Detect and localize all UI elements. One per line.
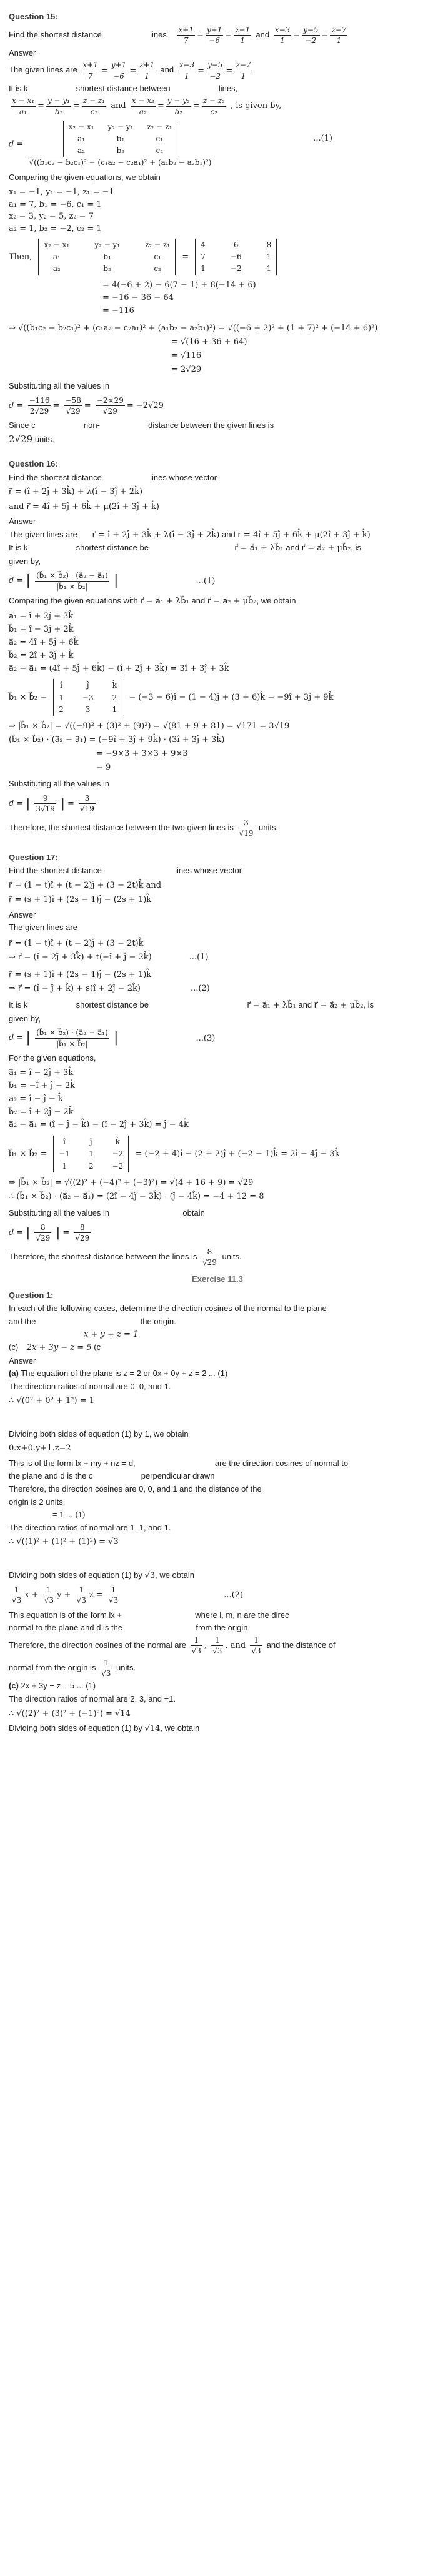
q16-comparing: Comparing the given equations with r⃗ = a⃗₁ + λb⃗₁ and r⃗ = a⃗₂ + μb⃗₂, we obtain [9,595,296,606]
ex-a-origin: origin is 2 units. [9,1497,66,1507]
q17-cross-product: b⃗₁ × b⃗₂ = î ĵ k̂ −1 1 −2 1 2 −2 = (−2 + 4)î − (2 + 2)ĵ + (−2 − 1)k̂ = 2î − 4ĵ − 3k̂ [9,1136,426,1172]
q15-comparing: Comparing the given equations, we obtain [9,172,161,182]
q17-line-1-forms: r⃗ = (1 − t)î + (t − 2)ĵ + (3 − 2t)k̂ ⇒ r⃗ = (î − 2ĵ + 3k̂) + t(−î + ĵ − 2k̂) ...(1) [9,938,209,962]
ex-b-dividing: Dividing both sides of equation (1) by √3, we obtain [9,1570,194,1580]
q16-substituting: Substituting all the values in [9,779,110,789]
q16-prompt: Find the shortest distance lines whose vector [9,472,218,482]
ex-a-plane: the plane and d is the c perpendicular drawn [9,1471,215,1481]
ex-c-ratios: The direction ratios of normal are 2, 3, and −1. [9,1694,176,1704]
q17-it-is-known: It is k shortest distance be r⃗ = a⃗₁ + λb⃗₁ and r⃗ = a⃗₂ + μb⃗₂, is [9,1000,374,1011]
q16-values: a⃗₁ = î + 2ĵ + 3k̂ b⃗₁ = î − 3ĵ + 2k̂ a⃗₂ = 4î + 5ĵ + 6k̂ b⃗₂ = 2î + 3ĵ + k̂ a⃗₂ − a⃗₁ = (4î + 5ĵ + 6k̂) − (î + 2ĵ + 3k̂) = 3î + 3ĵ + 3k̂ [9,612,229,673]
ex-q1-c: (c) 2x + 3y − z = 5 (c [9,1342,101,1353]
q16-it-is-known: It is k shortest distance be r⃗ = a⃗₁ + λb⃗₁ and r⃗ = a⃗₂ + μb⃗₂, is [9,543,362,553]
q15-answer-label: Answer [9,47,36,57]
q17-line-2-forms: r⃗ = (s + 1)î + (2s − 1)ĵ − (2s + 1)k̂ ⇒ r⃗ = (î − ĵ + k̂) + s(î + 2ĵ − 2k̂) ...(2) [9,970,210,994]
ex-b-form: This equation is of the form lx + where l, m, n are the direc [9,1610,289,1620]
ex-q1-text-a: In each of the following cases, determine the direction cosines of the normal to the plane [9,1304,327,1314]
q17-magnitude: ⇒ |b⃗₁ × b⃗₂| = √((2)² + (−4)² + (−3)²) = √(4 + 16 + 9) = √29 ∴ (b⃗₁ × b⃗₂) · (a⃗₂ − a⃗₁) = (2î − 4ĵ − 3k̂) · (ĵ − 4k̂) = −4 + 12 = 8 [9,1177,264,1201]
ex-a-magnitude: ∴ √(0² + 0² + 1²) = 1 [9,1396,95,1406]
q16-given-lines: The given lines are r⃗ = î + 2ĵ + 3k̂ + λ(î − 3ĵ + 2k̂) and r⃗ = 4î + 5ĵ + 6k̂ + μ(2î + 3ĵ + k̂) [9,529,371,540]
q17-distance-formula: d = | $\frac{\text{(b⃗₁ × b⃗₂) · (a⃗₂ − a⃗₁)}}{\text{|b⃗₁ × b⃗₂|}}$ | ...(3) [9,1028,216,1048]
question-17-title: Question 17: [9,852,58,862]
ex-b-equation: $\frac{1}{√3}$ x + $\frac{1}{√3}$ y + $\frac{1}{√3}$ z = $\frac{1}{√3}$ ...(2) [12,1585,244,1605]
ex-answer-label: Answer [9,1355,36,1365]
ex-b-magnitude: ∴ √((1)² + (1)² + (1)²) = √3 [9,1537,119,1547]
ex-q1-text-b: and the the origin. [9,1316,176,1326]
ex-b-therefore: Therefore, the direction cosines of the normal are $\frac{1}{√3}$ , $\frac{1}{√3}$ , and $\frac{1}{√3}$ and the distance of [9,1635,336,1655]
q17-conclusion: Therefore, the shortest distance between the lines is $\frac{8}{√29}$ units. [9,1247,242,1267]
ex-b-eq: = 1 ... (1) [52,1510,86,1520]
q15-conclusion: Since c non- distance between the given lines is [9,420,274,430]
q15-general-lines: $\frac{\text{x − x₁}}{\text{a₁}}$ = $\frac{\text{y − y₁}}{\text{b₁}}$ = $\frac{\text{z − z₁}}{\text{c₁}}$ and $\frac{\text{x − x₂}}{\text{a₂}}$ = $\frac{\text{y − y₂}}{\text{b₂}}$ = $\frac{\text{z − z₂}}{\text{c₂}}$ , is given by, [12,96,282,116]
ex-part-c: (c) 2x + 3y − z = 5 ... (1) [9,1681,96,1691]
q16-distance-formula: d = | $\frac{\text{(b⃗₁ × b⃗₂) · (a⃗₂ − a⃗₁)}}{\text{|b⃗₁ × b⃗₂|}}$ | ...(1) [9,571,216,591]
q17-line-1: r⃗ = (1 − t)î + (t − 2)ĵ + (3 − 2t)k̂ and [9,880,162,890]
q17-line-2: r⃗ = (s + 1)î + (2s − 1)ĵ − (2s + 1)k̂ [9,895,152,905]
question-15-title: Question 15: [9,12,58,21]
ex-question-1-title: Question 1: [9,1290,54,1300]
ex-b-normal-from: normal from the origin is $\frac{1}{√3}$ units. [9,1658,136,1678]
q15-substituting: Substituting all the values in [9,381,110,391]
ex-b-ratios: The direction ratios of normal are 1, 1, and 1. [9,1522,171,1532]
q15-substitution: d = $\frac{-116}{2√29}$ = $\frac{-58}{√29}$ = $\frac{-2\times 29}{√29}$ = −2√29 [9,395,164,416]
q16-conclusion: Therefore, the shortest distance between the two given lines is $\frac{3}{√19}$ units. [9,818,279,838]
ex-part-a: (a) The equation of the plane is z = 2 or 0x + 0y + z = 2 ... (1) [9,1369,228,1379]
q15-result: 2√29 units. [9,433,54,445]
ex-a-therefore: Therefore, the direction cosines are 0, 0, and 1 and the distance of the [9,1484,262,1494]
q17-substituting: Substituting all the values in obtain [9,1208,205,1218]
q15-determinant: Then, x₂ − x₁ y₂ − y₁ z₂ − z₁ a₁ b₁ c₁ a₂ b₂ c₂ = 4 6 8 7 −6 1 1 −2 1 [9,239,426,275]
q15-given-lines: The given lines are $\frac{x+1}{7}$ = $\frac{y+1}{-6}$ = $\frac{z+1}{1}$ and $\frac{x-3}{1}$ = $\frac{y-5}{-2}$ = $\frac{z-7}{1}$ [9,61,251,81]
q16-substitution: d = | $\frac{9}{3√19}$ | = $\frac{3}{√19}$ [9,793,94,814]
q15-distance-formula: d = x₂ − x₁ y₂ − y₁ z₂ − z₁ a₁ b₁ c₁ a₂ b₂ c₂ √((b₁c₂ − b₂c₁)² + (c₁a₂ − c₂a₁)² + (a₁b₂ − a₂b₁)²) ...(1) [9,121,426,168]
ex-b-normal: normal to the plane and d is the from the origin. [9,1623,251,1633]
ex-a-equation: 0.x+0.y+1.z=2 [9,1444,71,1454]
q15-denominator: ⇒ √((b₁c₂ − b₂c₁)² + (c₁a₂ − c₂a₁)² + (a₁b₂ − a₂b₁)²) = √((−6 + 2)² + (1 + 7)² + (−14 + 6)²) = √(16 + 36 + 64) = √116 = 2√29 [9,324,378,375]
q17-substitution: d = | $\frac{8}{√29}$ | = $\frac{8}{√29}$ [9,1222,90,1242]
q15-prompt: Find the shortest distance lines $\frac{x+1}{7}$ = $\frac{y+1}{-6}$ = $\frac{z+1}{1}$ and $\frac{x-3}{1}$ = $\frac{y-5}{-2}$ = $\frac{z-7}{1}$ [9,25,347,45]
ex-q1-eq: x + y + z = 1 [84,1329,139,1339]
q17-prompt: Find the shortest distance lines whose vector [9,866,242,876]
q16-magnitude: ⇒ |b⃗₁ × b⃗₂| = √((−9)² + (3)² + (9)²) = √(81 + 9 + 81) = √171 = 3√19 (b⃗₁ × b⃗₂) · (a⃗₂ − a⃗₁) = (−9î + 3ĵ + 9k̂) · (3î + 3ĵ + 3k̂) = −9×3 + 3×3 + 9×3 = 9 [9,721,290,773]
q16-cross-product: b⃗₁ × b⃗₂ = î ĵ k̂ 1 −3 2 2 3 1 = (−3 − 6)î − (1 − 4)ĵ + (3 + 6)k̂ = −9î + 3ĵ + 9k̂ [9,679,426,716]
ex-a-dividing: Dividing both sides of equation (1) by 1, we obtain [9,1429,189,1439]
ex-c-dividing: Dividing both sides of equation (1) by √14, we obtain [9,1723,200,1734]
q15-it-is-known: It is k shortest distance between lines, [9,83,238,93]
q17-given-by: given by, [9,1013,41,1023]
q15-values: x₁ = −1, y₁ = −1, z₁ = −1 a₁ = 7, b₁ = −6, c₁ = 1 x₂ = 3, y₂ = 5, z₂ = 7 a₂ = 1, b₂ = −2, c₂ = 1 [9,187,114,234]
exercise-title: Exercise 11.3 [192,1274,243,1284]
q17-answer-label: Answer [9,909,36,919]
q16-line-1: r⃗ = (î + 2ĵ + 3k̂) + λ(î − 3ĵ + 2k̂) [9,487,143,497]
q16-answer-label: Answer [9,517,36,527]
ex-a-ratios: The direction ratios of normal are 0, 0, and 1. [9,1381,171,1391]
q17-values: a⃗₁ = î − 2ĵ + 3k̂ b⃗₁ = −î + ĵ − 2k̂ a⃗₂ = î − ĵ − k̂ b⃗₂ = î + 2ĵ − 2k̂ a⃗₂ − a⃗₁ = (î − ĵ − k̂) − (î − 2ĵ + 3k̂) = ĵ − 4k̂ [9,1068,189,1130]
ex-c-magnitude: ∴ √((2)² + (3)² + (−1)²) = √14 [9,1708,131,1718]
q15-det-expansion: = 4(−6 + 2) − 6(7 − 1) + 8(−14 + 6) = −16 − 36 − 64 = −116 [102,280,256,316]
q16-line-2: and r⃗ = 4î + 5ĵ + 6k̂ + μ(2î + 3ĵ + k̂) [9,502,159,512]
q17-for-given: For the given equations, [9,1053,96,1063]
question-16-title: Question 16: [9,459,58,469]
q16-given-by: given by, [9,556,41,566]
q17-given-lines: The given lines are [9,923,78,933]
ex-a-form: This is of the form lx + my + nz = d, are the direction cosines of normal to [9,1458,349,1468]
